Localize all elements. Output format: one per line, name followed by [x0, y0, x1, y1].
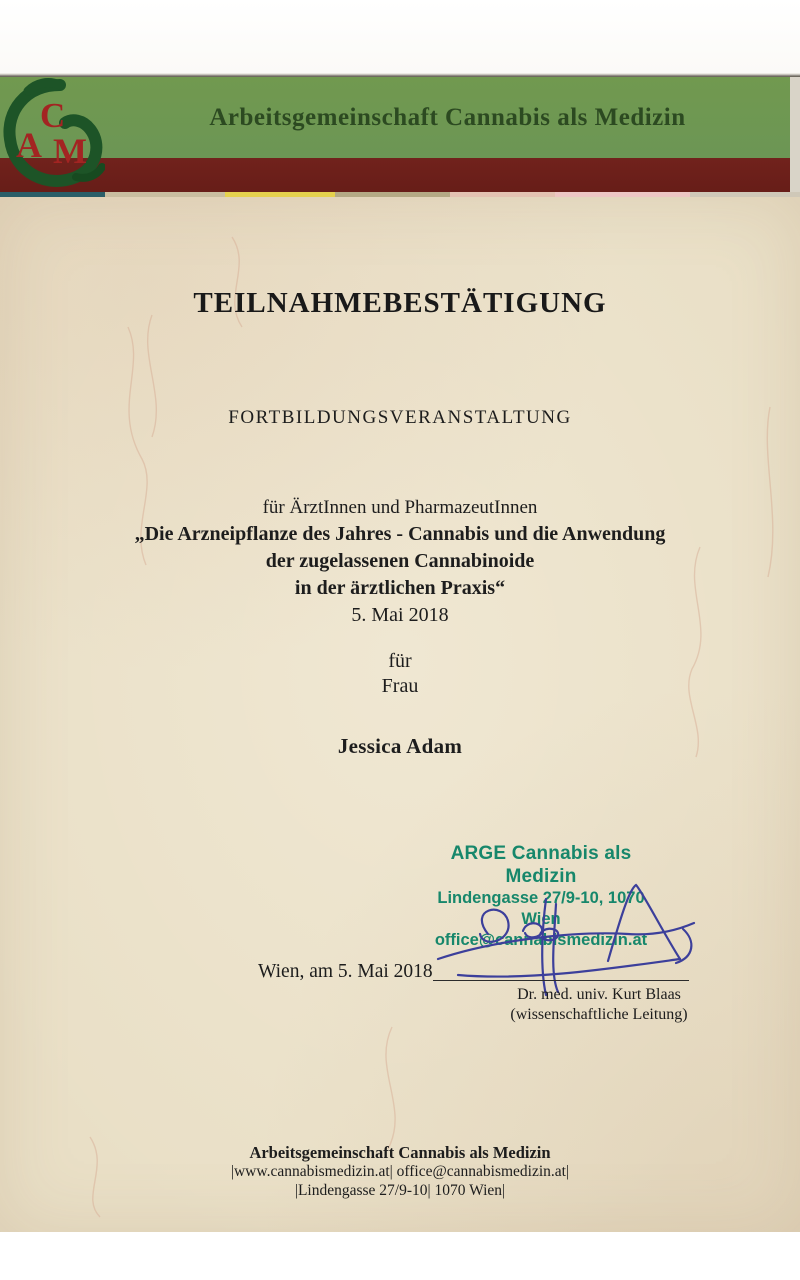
- parchment-texture: [0, 197, 800, 1232]
- footer-web-email: |www.cannabismedizin.at| office@cannabismedizin.at|: [230, 1163, 570, 1180]
- cam-logo-icon: [0, 77, 105, 192]
- for-word: für: [388, 650, 412, 672]
- course-block: [0, 494, 800, 629]
- course-date: 5. Mai 2018: [351, 604, 449, 626]
- logo-letter-a: A: [16, 125, 42, 165]
- course-title-line3: in der ärztlichen Praxis“: [294, 577, 506, 599]
- signature-line: [433, 960, 689, 981]
- footer-address: |Lindengasse 27/9-10| 1070 Wien|: [294, 1182, 506, 1199]
- header-maroon-band: [0, 158, 790, 192]
- signer-name: Dr. med. univ. Kurt Blaas: [517, 986, 681, 1003]
- salutation: Frau: [381, 675, 419, 697]
- course-title-line2: der zugelassenen Cannabinoide: [265, 550, 535, 572]
- signature-ink: [428, 879, 706, 1001]
- org-title: Arbeitsgemeinschaft Cannabis als Medizin: [209, 103, 686, 131]
- header-green-band: [0, 77, 790, 158]
- footer-block: [0, 1143, 800, 1200]
- scan-bottom-margin: [0, 1232, 800, 1280]
- course-audience: für ÄrztInnen und PharmazeutInnen: [262, 497, 538, 518]
- header-banner: [0, 77, 800, 192]
- logo-letter-c: C: [40, 96, 66, 135]
- certificate-subtitle: FORTBILDUNGSVERANSTALTUNG: [228, 407, 572, 428]
- signer-block: [503, 985, 695, 1025]
- scan-top-margin: [0, 0, 800, 73]
- certificate-title: TEILNAHMEBESTÄTIGUNG: [193, 287, 607, 319]
- stamp-email: office@cannabismedizin.at: [434, 931, 648, 949]
- certificate-body: [0, 197, 800, 1232]
- recipient-name: Jessica Adam: [337, 734, 463, 758]
- place-date-row: [258, 960, 689, 983]
- stamp-org-name: ARGE Cannabis als Medizin: [450, 843, 632, 887]
- footer-org-name: Arbeitsgemeinschaft Cannabis als Medizin: [249, 1143, 551, 1162]
- course-title-line1: „Die Arzneipflanze des Jahres - Cannabis und die Anwendung: [134, 523, 666, 545]
- signer-role: (wissenschaftliche Leitung): [510, 1006, 688, 1023]
- stamp-address: Lindengasse 27/9-10, 1070 Wien: [437, 889, 645, 928]
- logo-letter-m: M: [53, 131, 87, 171]
- salutation-block: [0, 649, 800, 699]
- place-date: Wien, am 5. Mai 2018: [258, 960, 433, 982]
